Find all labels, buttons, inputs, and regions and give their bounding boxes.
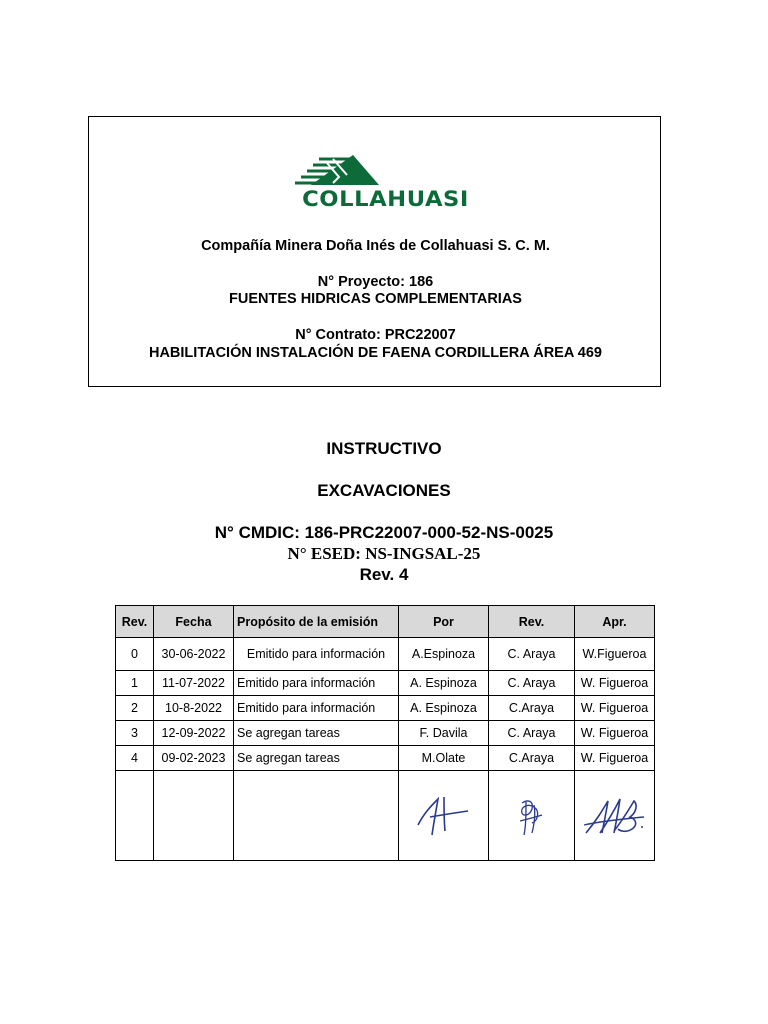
cell-aprobador: W. Figueroa	[575, 721, 655, 746]
table-row	[116, 638, 655, 671]
table-header-row	[116, 606, 655, 638]
cell-revisor: C. Araya	[489, 638, 575, 671]
cmdic-number: N° CMDIC: 186-PRC22007-000-52-NS-0025	[214, 523, 554, 542]
cell-proposito: Emitido para información	[234, 638, 399, 671]
esed-number: N° ESED: NS-INGSAL-25	[287, 544, 481, 563]
collahuasi-logo	[283, 151, 488, 213]
cell-proposito: Emitido para información	[234, 696, 399, 721]
cell-revisor: C.Araya	[489, 696, 575, 721]
table-row	[116, 721, 655, 746]
cell-revisor: C. Araya	[489, 721, 575, 746]
table-row	[116, 696, 655, 721]
cell-por: A. Espinoza	[399, 696, 489, 721]
signature-por	[399, 771, 489, 861]
revision-label: Rev. 4	[359, 565, 409, 584]
cell-revisor: C. Araya	[489, 671, 575, 696]
table-row	[116, 671, 655, 696]
document-type: INSTRUCTIVO	[326, 439, 442, 458]
signature-icon	[414, 791, 474, 841]
header-fecha: Fecha	[154, 606, 234, 638]
cell-aprobador: W. Figueroa	[575, 671, 655, 696]
signature-row	[116, 771, 655, 861]
cell-rev: 0	[116, 638, 154, 671]
cell-proposito: Se agregan tareas	[234, 721, 399, 746]
cell-proposito: Emitido para información	[234, 671, 399, 696]
cell-fecha: 30-06-2022	[154, 638, 234, 671]
signature-icon	[582, 791, 648, 841]
signature-revisor	[489, 771, 575, 861]
cell-rev: 1	[116, 671, 154, 696]
revision-table	[115, 605, 655, 861]
cell-rev: 3	[116, 721, 154, 746]
project-number: N° Proyecto: 186	[317, 274, 434, 290]
signature-icon	[512, 791, 552, 841]
project-name: FUENTES HIDRICAS COMPLEMENTARIAS	[229, 291, 522, 307]
logo-wordmark: COLLAHUASI	[302, 187, 469, 211]
signature-aprobador	[575, 771, 655, 861]
signature-empty-cell	[116, 771, 154, 861]
contract-name: HABILITACIÓN INSTALACIÓN DE FAENA CORDILLERA ÁREA 469	[148, 345, 602, 361]
header-rev: Rev.	[116, 606, 154, 638]
contract-number: N° Contrato: PRC22007	[295, 327, 456, 343]
cell-fecha: 10-8-2022	[154, 696, 234, 721]
header-por: Por	[399, 606, 489, 638]
cell-aprobador: W. Figueroa	[575, 696, 655, 721]
cell-aprobador: W.Figueroa	[575, 638, 655, 671]
cell-rev: 2	[116, 696, 154, 721]
cell-revisor: C.Araya	[489, 746, 575, 771]
header-revisor: Rev.	[489, 606, 575, 638]
cell-fecha: 12-09-2022	[154, 721, 234, 746]
table-row	[116, 746, 655, 771]
cell-por: M.Olate	[399, 746, 489, 771]
cell-por: A.Espinoza	[399, 638, 489, 671]
cell-aprobador: W. Figueroa	[575, 746, 655, 771]
cell-fecha: 09-02-2023	[154, 746, 234, 771]
cell-fecha: 11-07-2022	[154, 671, 234, 696]
header-aprobador: Apr.	[575, 606, 655, 638]
signature-empty-cell	[154, 771, 234, 861]
title-block	[88, 116, 661, 387]
cell-proposito: Se agregan tareas	[234, 746, 399, 771]
signature-empty-cell	[234, 771, 399, 861]
cell-por: A. Espinoza	[399, 671, 489, 696]
header-proposito: Propósito de la emisión	[234, 606, 399, 638]
cell-por: F. Davila	[399, 721, 489, 746]
cell-rev: 4	[116, 746, 154, 771]
mountain-logo-icon	[283, 151, 488, 191]
company-name: Compañía Minera Doña Inés de Collahuasi S. C. M.	[201, 238, 550, 254]
document-name: EXCAVACIONES	[317, 481, 451, 500]
